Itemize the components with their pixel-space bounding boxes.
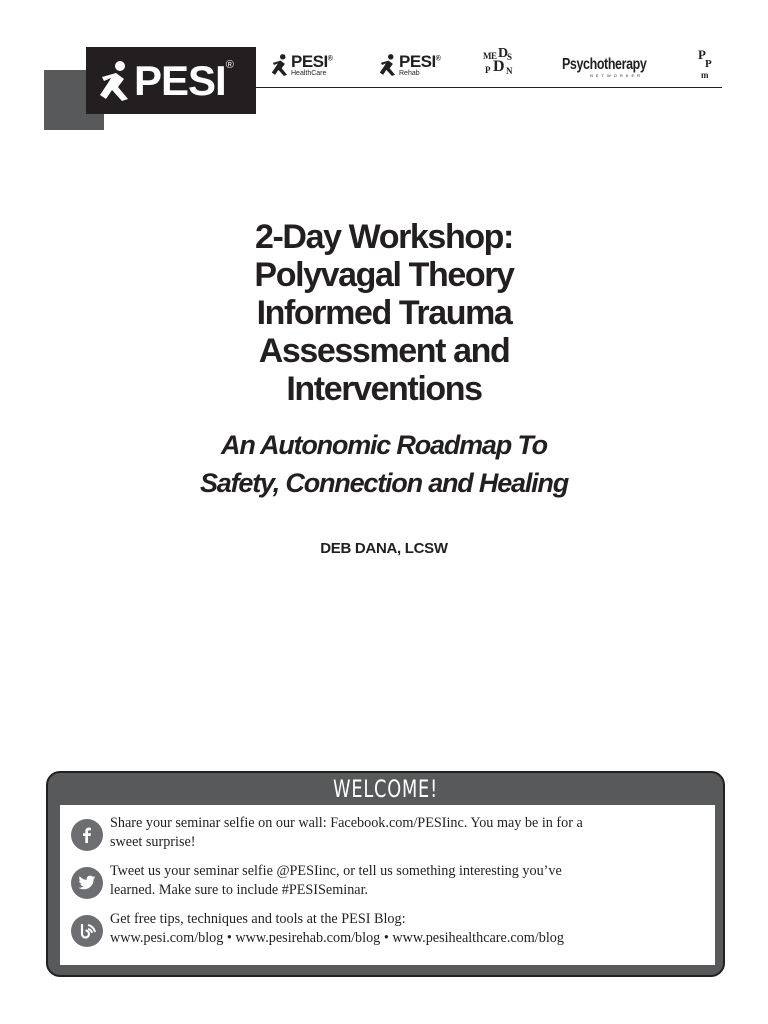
title-line: Polyvagal Theory <box>254 256 514 294</box>
logo-sub: NETWORKER <box>590 73 643 78</box>
logo-sub: Rehab <box>399 70 420 77</box>
subtitle-line: Safety, Connection and Healing <box>199 468 569 498</box>
pesi-healthcare-logo: PESI® HealthCare <box>270 53 332 77</box>
blog-icon <box>71 915 103 947</box>
title-line: Interventions <box>286 370 482 408</box>
welcome-text-line: sweet surprise! <box>110 834 196 850</box>
medspdn-logo: ME D S P D N <box>483 46 512 76</box>
twitter-icon <box>71 867 103 899</box>
title-line: Assessment and <box>258 332 510 370</box>
running-figure-icon <box>270 53 290 77</box>
pesi-main-logo <box>86 47 256 114</box>
welcome-text-line: www.pesi.com/blog • www.pesirehab.com/blog • www.pesihealthcare.com/blog <box>110 930 564 946</box>
welcome-text-line: learned. Make sure to include #PESISeminar. <box>110 882 369 898</box>
registered-mark: ® <box>225 59 234 71</box>
welcome-text-line: Share your seminar selfie on our wall: Facebook.com/PESIinc. You may be in for a <box>110 815 583 831</box>
logo-name: PESI <box>291 52 328 71</box>
welcome-content <box>60 805 715 965</box>
welcome-text-line: Get free tips, techniques and tools at the PESI Blog: <box>110 911 406 927</box>
logo-name: PESI <box>399 52 436 71</box>
workshop-title <box>84 218 684 408</box>
header-divider <box>256 87 722 88</box>
title-line: Informed Trauma <box>256 294 512 332</box>
facebook-icon <box>71 819 103 851</box>
welcome-text <box>110 814 710 852</box>
running-figure-icon <box>378 53 398 77</box>
welcome-text <box>110 862 710 900</box>
title-line: 2-Day Workshop: <box>255 218 513 256</box>
author-name: DEB DANA, LCSW <box>320 540 448 557</box>
welcome-text <box>110 910 710 948</box>
welcome-text-line: Tweet us your seminar selfie @PESIinc, or tell us something interesting you’ve <box>110 863 562 879</box>
welcome-box <box>46 771 725 977</box>
ppm-logo: P P m <box>698 47 712 80</box>
logo-name: Psychotherapy <box>562 56 647 73</box>
psychotherapy-networker-logo <box>562 56 670 78</box>
subtitle-line: An Autonomic Roadmap To <box>221 430 547 460</box>
pesi-rehab-logo: PESI® Rehab <box>378 53 440 77</box>
workshop-subtitle <box>84 426 684 502</box>
logo-sub: HealthCare <box>291 70 327 77</box>
running-figure-icon <box>98 59 132 103</box>
welcome-heading: WELCOME! <box>333 775 438 803</box>
pesi-logo-text: PESI <box>134 56 226 104</box>
